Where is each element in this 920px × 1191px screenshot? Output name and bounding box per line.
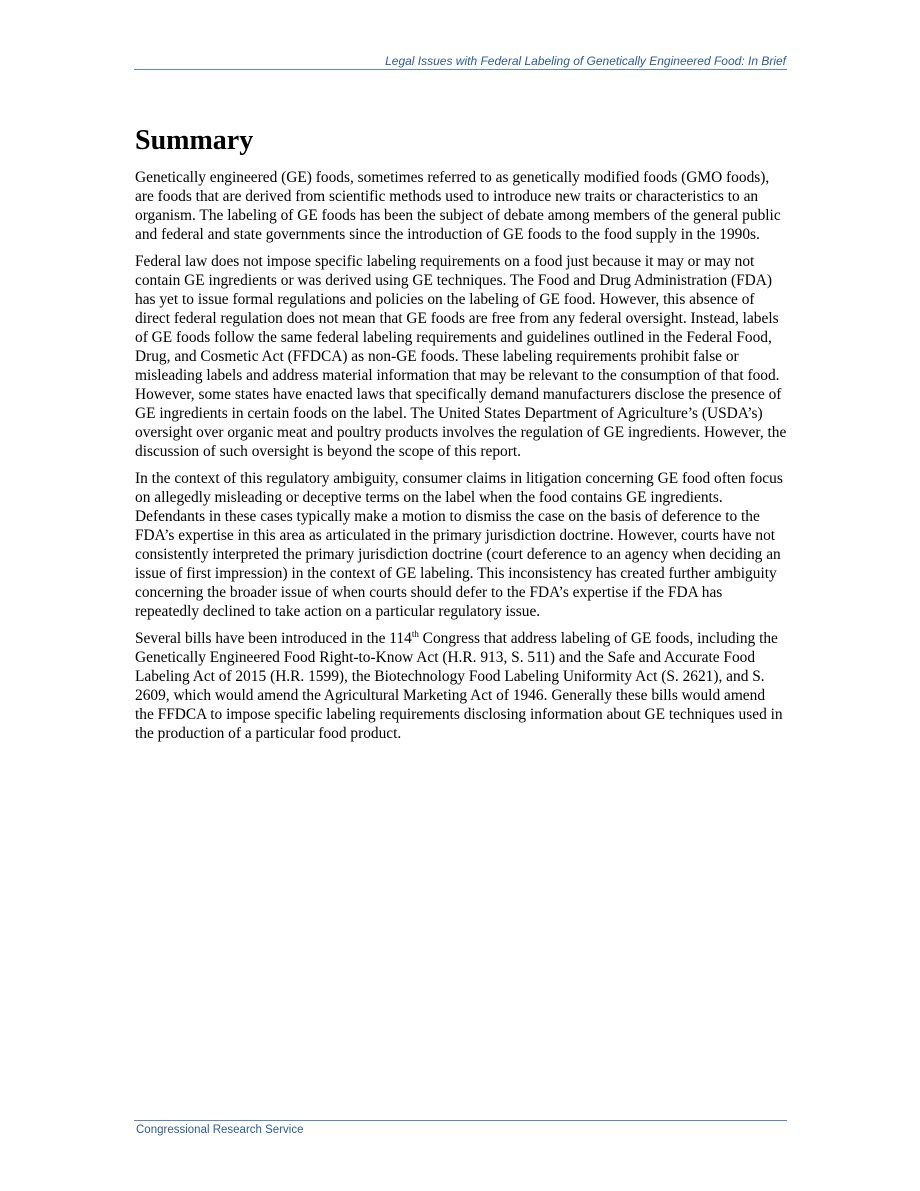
paragraph-text-after: Congress that address labeling of GE foods, including the Genetically Engineered Food Right-to-Know Act (H.R. 913, S. 511) and the Safe and Accurate Food Labeling Act of 2015 (H.R. 1599), the Biotechnology Food Labeling Uniformity Act (S. 2621), and S. 2609, which would amend the Agricultural Marketing Act of 1946. Generally these bills would amend the FFDCA to impose specific labeling requirements disclosing information about GE techniques used in the production of a particular food product. (135, 630, 783, 742)
section-title: Summary (135, 125, 254, 156)
paragraph-congress-bills (135, 629, 787, 743)
paragraph-ge-foods-definition: Genetically engineered (GE) foods, sometimes referred to as genetically modified foods (GMO foods), are foods that are derived from scientific methods used to introduce new traits or characteristics to an organism. The labeling of GE foods has been the subject of debate among members of the general public and federal and state governments since the introduction of GE foods to the food supply in the 1990s. (135, 169, 781, 243)
summary-body (135, 168, 787, 751)
footer-organization: Congressional Research Service (136, 1124, 304, 1136)
running-header: Legal Issues with Federal Labeling of Genetically Engineered Food: In Brief (385, 54, 786, 68)
paragraph-federal-law: Federal law does not impose specific labeling requirements on a food just because it may or may not contain GE ingredients or was derived using GE techniques. The Food and Drug Administration (FDA) has yet to issue formal regulations and policies on the labeling of GE food. However, this absence of direct federal regulation does not mean that GE foods are free from any federal oversight. Instead, labels of GE foods follow the same federal labeling requirements and guidelines outlined in the Federal Food, Drug, and Cosmetic Act (FFDCA) as non-GE foods. These labeling requirements prohibit false or misleading labels and address material information that may be relevant to the consumption of that food. However, some states have enacted laws that specifically demand manufacturers disclose the presence of GE ingredients in certain foods on the label. The United States Department of Agriculture’s (USDA’s) oversight over organic meat and poultry products involves the regulation of GE ingredients. However, the discussion of such oversight is beyond the scope of this report. (135, 253, 787, 460)
header-divider (134, 69, 787, 70)
paragraph-litigation: In the context of this regulatory ambiguity, consumer claims in litigation concerning GE food often focus on allegedly misleading or deceptive terms on the label when the food contains GE ingredients. Defendants in these cases typically make a motion to dismiss the case on the basis of deference to the FDA’s expertise in this area as articulated in the primary jurisdiction doctrine. However, courts have not consistently interpreted the primary jurisdiction doctrine (court deference to an agency when deciding an issue of first impression) in the context of GE labeling. This inconsistency has created further ambiguity concerning the broader issue of when courts should defer to the FDA’s expertise if the FDA has repeatedly declined to take action on a particular regulatory issue. (135, 470, 783, 620)
ordinal-superscript: th (411, 628, 419, 639)
footer-divider (134, 1120, 787, 1121)
paragraph-text-before: Several bills have been introduced in the 114 (135, 630, 412, 647)
